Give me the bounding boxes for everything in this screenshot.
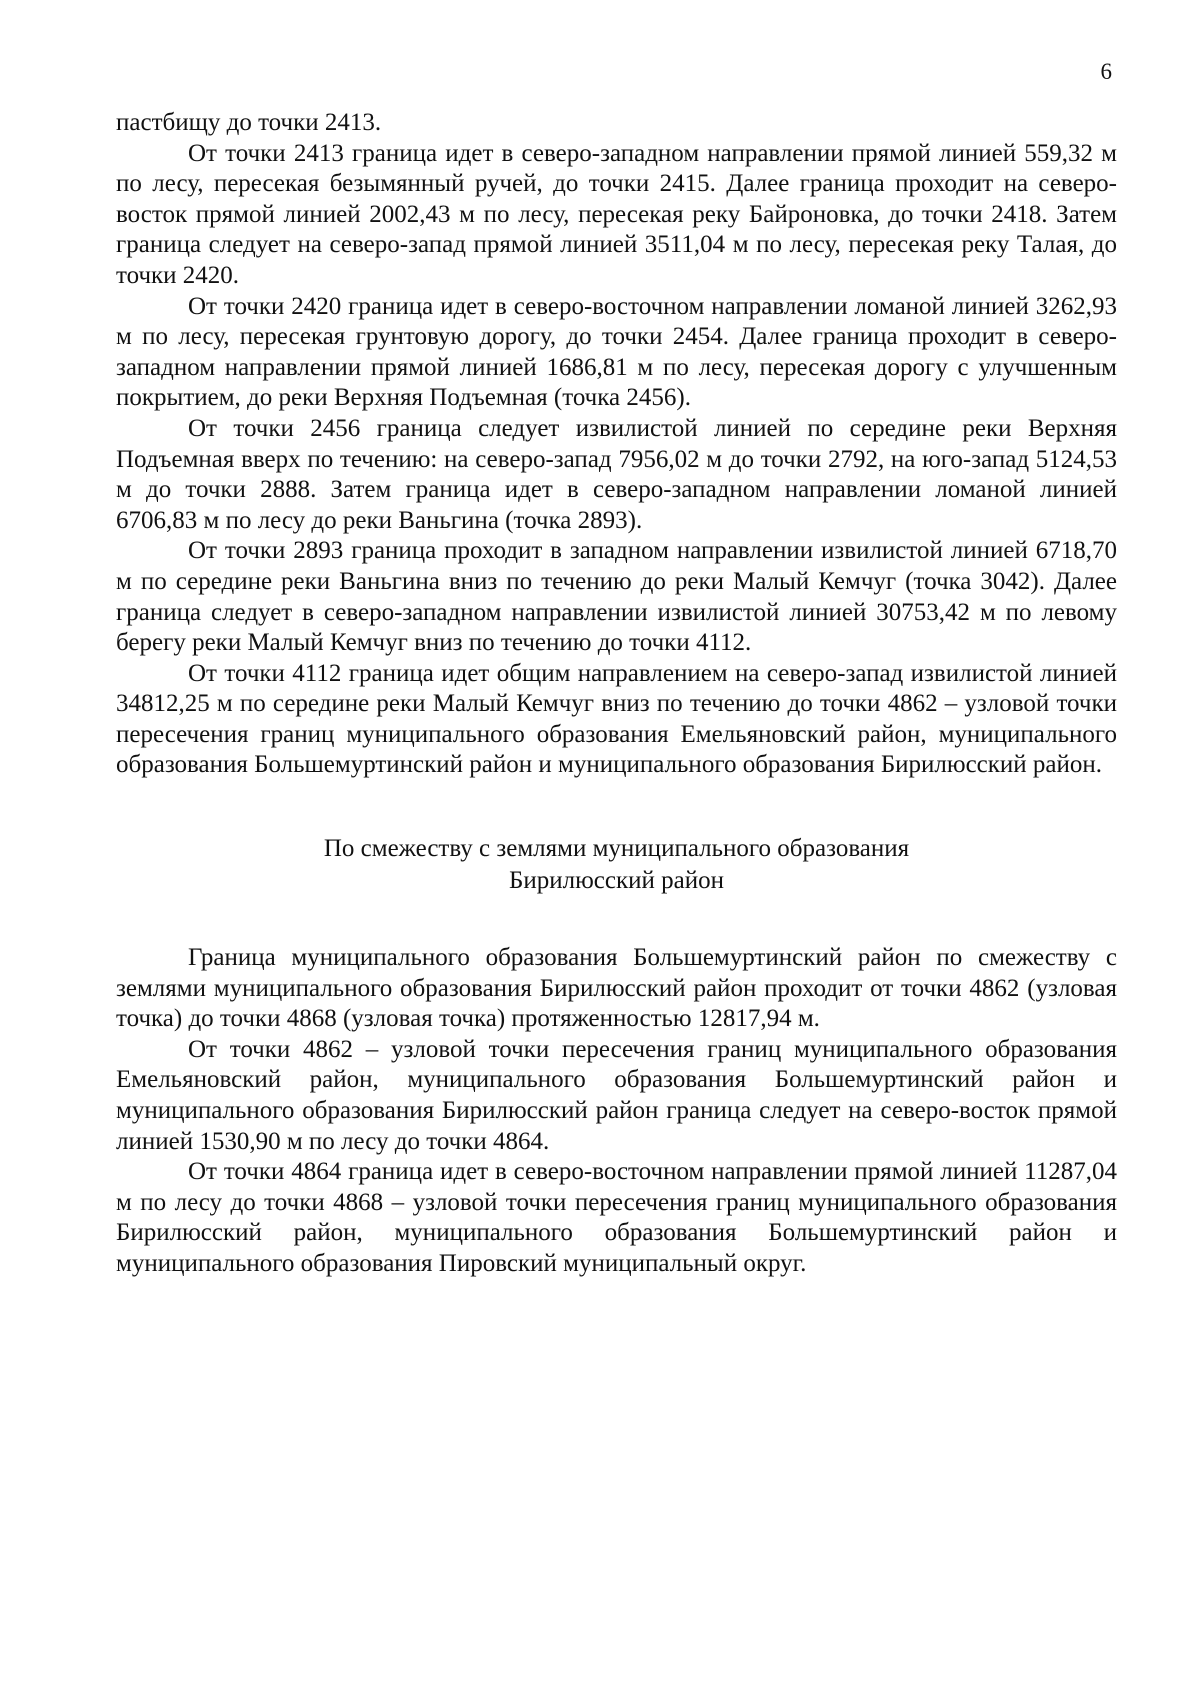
- paragraph: Граница муниципального образования Большемуртинский район по смежеству с землями муниципального образования Бирилюсский район проходит от точки 4862 (узловая точка) до точки 4868 (узловая точка) протяженностью 12817,94 м.: [116, 944, 1117, 1033]
- section-heading-line: Бирилюсский район: [509, 867, 724, 895]
- paragraph: От точки 2893 граница проходит в западном направлении извилистой линией 6718,70 м по середине реки Ваньгина вниз по течению до реки Малый Кемчуг (точка 3042). Далее граница следует в северо-западном направлении извилистой линией 30753,42 м по левому берегу реки Малый Кемчуг вниз по течению до точки 4112.: [116, 537, 1117, 657]
- paragraph: От точки 4864 граница идет в северо-восточном направлении прямой линией 11287,04 м по лесу до точки 4868 – узловой точки пересечения границ муниципального образования Бирилюсский район, муниципального образования Большемуртинский район и муниципального образования Пировский муниципальный округ.: [116, 1158, 1117, 1277]
- section-heading: [116, 833, 1117, 897]
- paragraph: От точки 4112 граница идет общим направлением на северо-запад извилистой линией 34812,25 м по середине реки Малый Кемчуг вниз по течению до точки 4862 – узловой точки пересечения границ муниципального образования Емельяновский район, муниципального образования Большемуртинский район и муниципального образования Бирилюсский район.: [116, 659, 1117, 779]
- paragraph: От точки 2420 граница идет в северо-восточном направлении ломаной линией 3262,93 м по лесу, пересекая грунтовую дорогу, до точки 2454. Далее граница проходит в северо-западном направлении прямой линией 1686,81 м по лесу, пересекая дорогу с улучшенным покрытием, до реки Верхняя Подъемная (точка 2456).: [116, 292, 1117, 412]
- section-heading-line: По смежеству с землями муниципального образования: [323, 835, 910, 863]
- page-number: 6: [1100, 59, 1112, 84]
- paragraph: пастбищу до точки 2413.: [116, 109, 382, 136]
- paragraph: От точки 4862 – узловой точки пересечения границ муниципального образования Емельяновский район, муниципального образования Большемуртинский район и муниципального образования Бирилюсский район граница следует на северо-восток прямой линией 1530,90 м по лесу до точки 4864.: [116, 1035, 1117, 1155]
- paragraph: От точки 2413 граница идет в северо-западном направлении прямой линией 559,32 м по лесу, пересекая безымянный ручей, до точки 2415. Далее граница проходит на северо-восток прямой линией 2002,43 м по лесу, пересекая реку Байроновка, до точки 2418. Затем граница следует на северо-запад прямой линией 3511,04 м по лесу, пересекая реку Талая, до точки 2420.: [116, 139, 1117, 289]
- paragraph: От точки 2456 граница следует извилистой линией по середине реки Верхняя Подъемная вверх по течению: на северо-запад 7956,02 м до точки 2792, на юго-запад 5124,53 м до точки 2888. Затем граница идет в северо-западном направлении ломаной линией 6706,83 м по лесу до реки Ваньгина (точка 2893).: [116, 414, 1117, 534]
- document-body: [116, 108, 1117, 1280]
